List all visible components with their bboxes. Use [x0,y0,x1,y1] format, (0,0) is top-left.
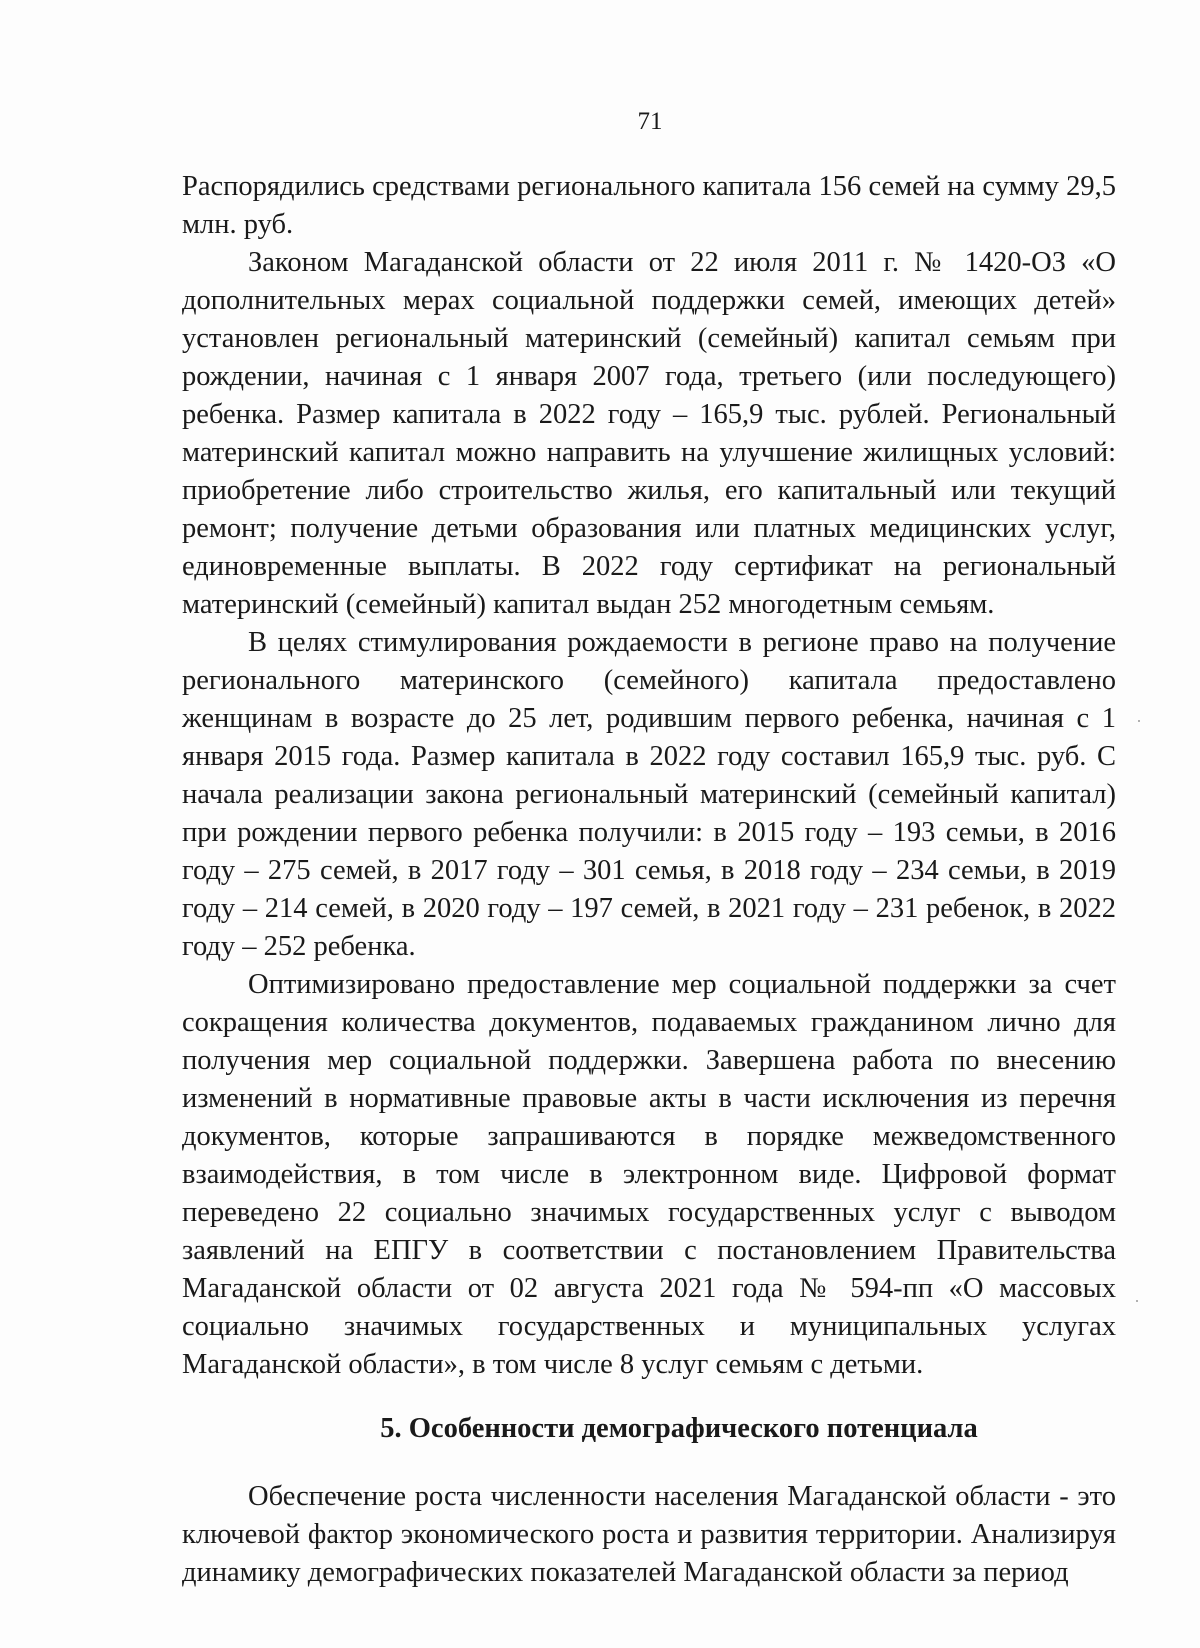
section-heading: 5. Особенности демографического потенциала [380,1413,978,1444]
paragraph-birth-stimulation: В целях стимулирования рождаемости в регионе право на получение регионального материнского (семейного) капитала предоставлено женщинам в возрасте до 25 лет, родившим первого ребенка, начиная с 1 января 2015 года. Размер капитала в 2022 году составил 165,9 тыс. руб. С начала реализации закона региональный материнский (семейный капитал) при рождении первого ребенка получили: в 2015 году – 193 семьи, в 2016 году – 275 семей, в 2017 году – 301 семья, в 2018 году – 234 семьи, в 2019 году – 214 семей, в 2020 году – 197 семей, в 2021 году – 231 ребенок, в 2022 году – 252 ребенка. [182,627,1116,962]
scan-speck [1136,1300,1138,1302]
paragraph-optimization-services: Оптимизировано предоставление мер социальной поддержки за счет сокращения количества документов, подаваемых гражданином лично для получения мер социальной поддержки. Завершена работа по внесению изменений в нормативные правовые акты в части исключения из перечня документов, которые запрашиваются в порядке межведомственного взаимодействия, в том числе в электронном виде. Цифровой формат переведено 22 социально значимых государственных услуг с выводом заявлений на ЕПГУ в соответствии с постановлением Правительства Магаданской области от 02 августа 2021 года № 594-пп «О массовых социально значимых государственных и муниципальных услугах Магаданской области», в том числе 8 услуг семьям с детьми. [182,969,1116,1380]
scan-speck [1138,720,1140,722]
paragraph-population-growth: Обеспечение роста численности населения Магаданской области - это ключевой фактор экономического роста и развития территории. Анализируя динамику демографических показателей Магаданской области за период [182,1481,1116,1588]
paragraph-regional-capital-usage: Распорядились средствами регионального капитала 156 семей на сумму 29,5 млн. руб. [182,171,1116,240]
page-number: 71 [637,108,663,135]
document-body [182,168,1116,1592]
paragraph-law-maternity-capital: Законом Магаданской области от 22 июля 2011 г. № 1420-ОЗ «О дополнительных мерах социальной поддержки семей, имеющих детей» установлен региональный материнский (семейный) капитал семьям при рождении, начиная с 1 января 2007 года, третьего (или последующего) ребенка. Размер капитала в 2022 году – 165,9 тыс. рублей. Региональный материнский капитал можно направить на улучшение жилищных условий: приобретение либо строительство жилья, его капитальный или текущий ремонт; получение детьми образования или платных медицинских услуг, единовременные выплаты. В 2022 году сертификат на региональный материнский (семейный) капитал выдан 252 многодетным семьям. [182,247,1116,620]
